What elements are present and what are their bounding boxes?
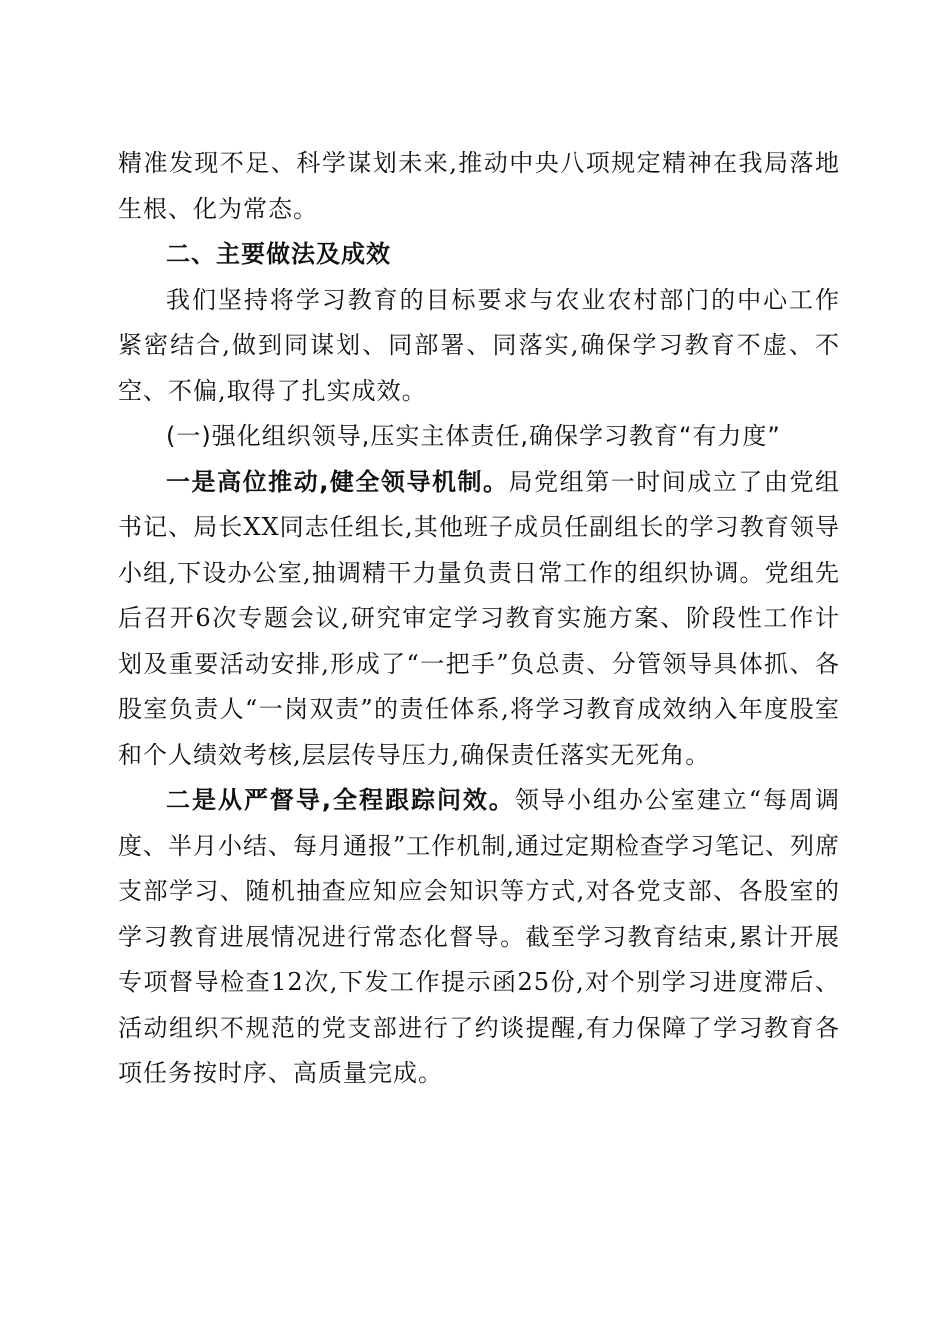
item-body-2: 领导小组办公室建立“每周调度、半月小结、每月通报”工作机制,通过定期检查学习笔记、列席支部学习、随机抽查应知应会知识等方式,对各党支部、各股室的学习教育进展情况进行常态化督导。截至学习教育结束,累计开展专项督导检查12次,下发工作提示函25份,对个别学习进度滞后、活动组织不规范的党支部进行了约谈提醒,有力保障了学习教育各项任务按时序、高质量完成。	[118, 786, 840, 1087]
item-lead-1: 一是高位推动,健全领导机制。	[166, 467, 509, 496]
item-paragraph-1	[118, 460, 840, 779]
subsection-heading: (一)强化组织领导,压实主体责任,确保学习教育“有力度”	[166, 422, 781, 450]
section-heading: 二、主要做法及成效	[166, 240, 391, 268]
item-lead-2: 二是从严督导,全程跟踪问效。	[166, 786, 515, 814]
intro-paragraph: 我们坚持将学习教育的目标要求与农业农村部门的中心工作紧密结合,做到同谋划、同部署、同落实,确保学习教育不虚、不空、不偏,取得了扎实成效。	[118, 285, 840, 405]
item-paragraph-2	[118, 778, 840, 1097]
document-body	[118, 141, 840, 1097]
item-body-1: 局党组第一时间成立了由党组书记、局长XX同志任组长,其他班子成员任副组长的学习教育领导小组,下设办公室,抽调精干力量负责日常工作的组织协调。党组先后召开6次专题会议,研究审定学习教育实施方案、阶段性工作计划及重要活动安排,形成了“一把手”负总责、分管领导具体抓、各股室负责人“一岗双责”的责任体系,将学习教育成效纳入年度股室和个人绩效考核,层层传导压力,确保责任落实无死角。	[118, 467, 840, 769]
continuation-paragraph: 精准发现不足、科学谋划未来,推动中央八项规定精神在我局落地生根、化为常态。	[118, 149, 840, 223]
